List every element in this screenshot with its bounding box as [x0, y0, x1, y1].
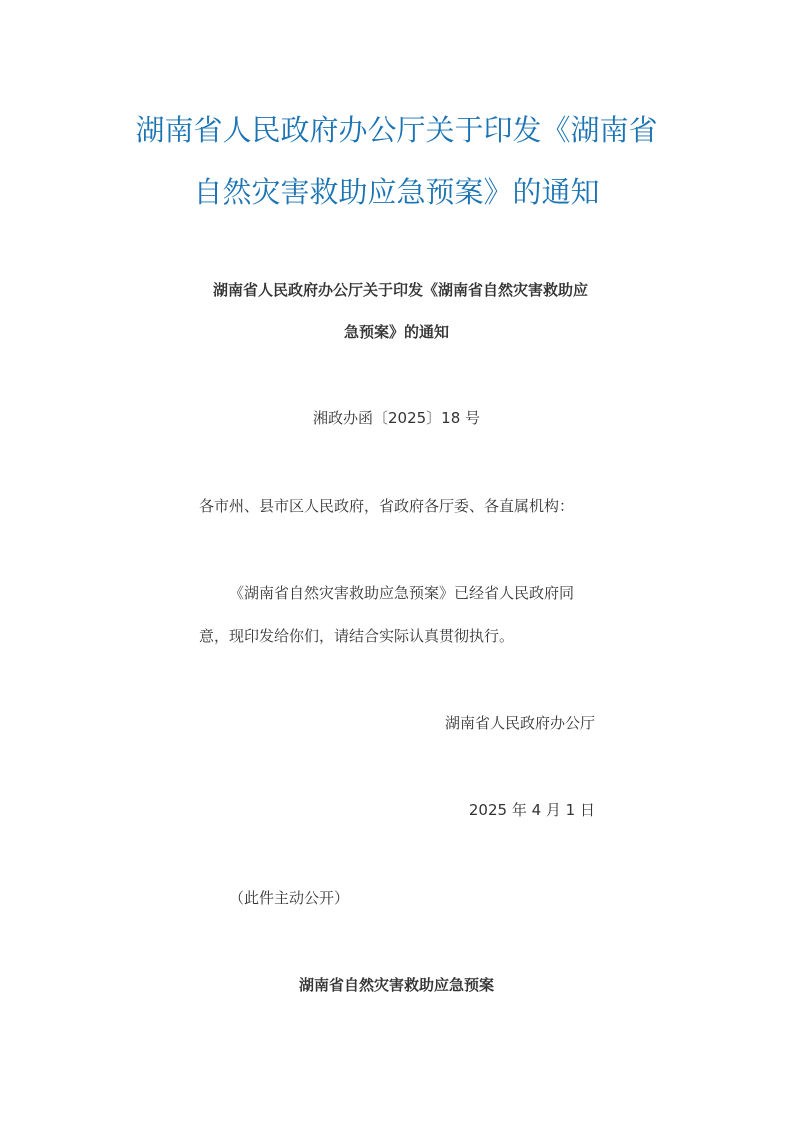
notice-heading-line-1: 湖南省人民政府办公厅关于印发《湖南省自然灾害救助应	[212, 281, 588, 299]
notice-heading-line-2: 急预案》的通知	[343, 323, 449, 341]
page-title-line-2: 自然灾害救助应急预案》的通知	[193, 175, 600, 209]
annex-title: 湖南省自然灾害救助应急预案	[298, 976, 494, 994]
disclosure-note: （此件主动公开）	[229, 889, 350, 907]
issue-date: 2025 年 4 月 1 日	[468, 801, 595, 819]
issuer-signature: 湖南省人民政府办公厅	[444, 714, 595, 732]
body-paragraph-line-1: 《湖南省自然灾害救助应急预案》已经省人民政府同	[229, 584, 575, 602]
document-number: 湘政办函〔2025〕18 号	[312, 409, 481, 427]
addressee: 各市州、县市区人民政府，省政府各厅委、各直属机构：	[199, 497, 575, 515]
body-paragraph-line-2: 意，现印发给你们，请结合实际认真贯彻执行。	[199, 627, 515, 645]
page-title-line-1: 湖南省人民政府办公厅关于印发《湖南省	[135, 113, 658, 147]
